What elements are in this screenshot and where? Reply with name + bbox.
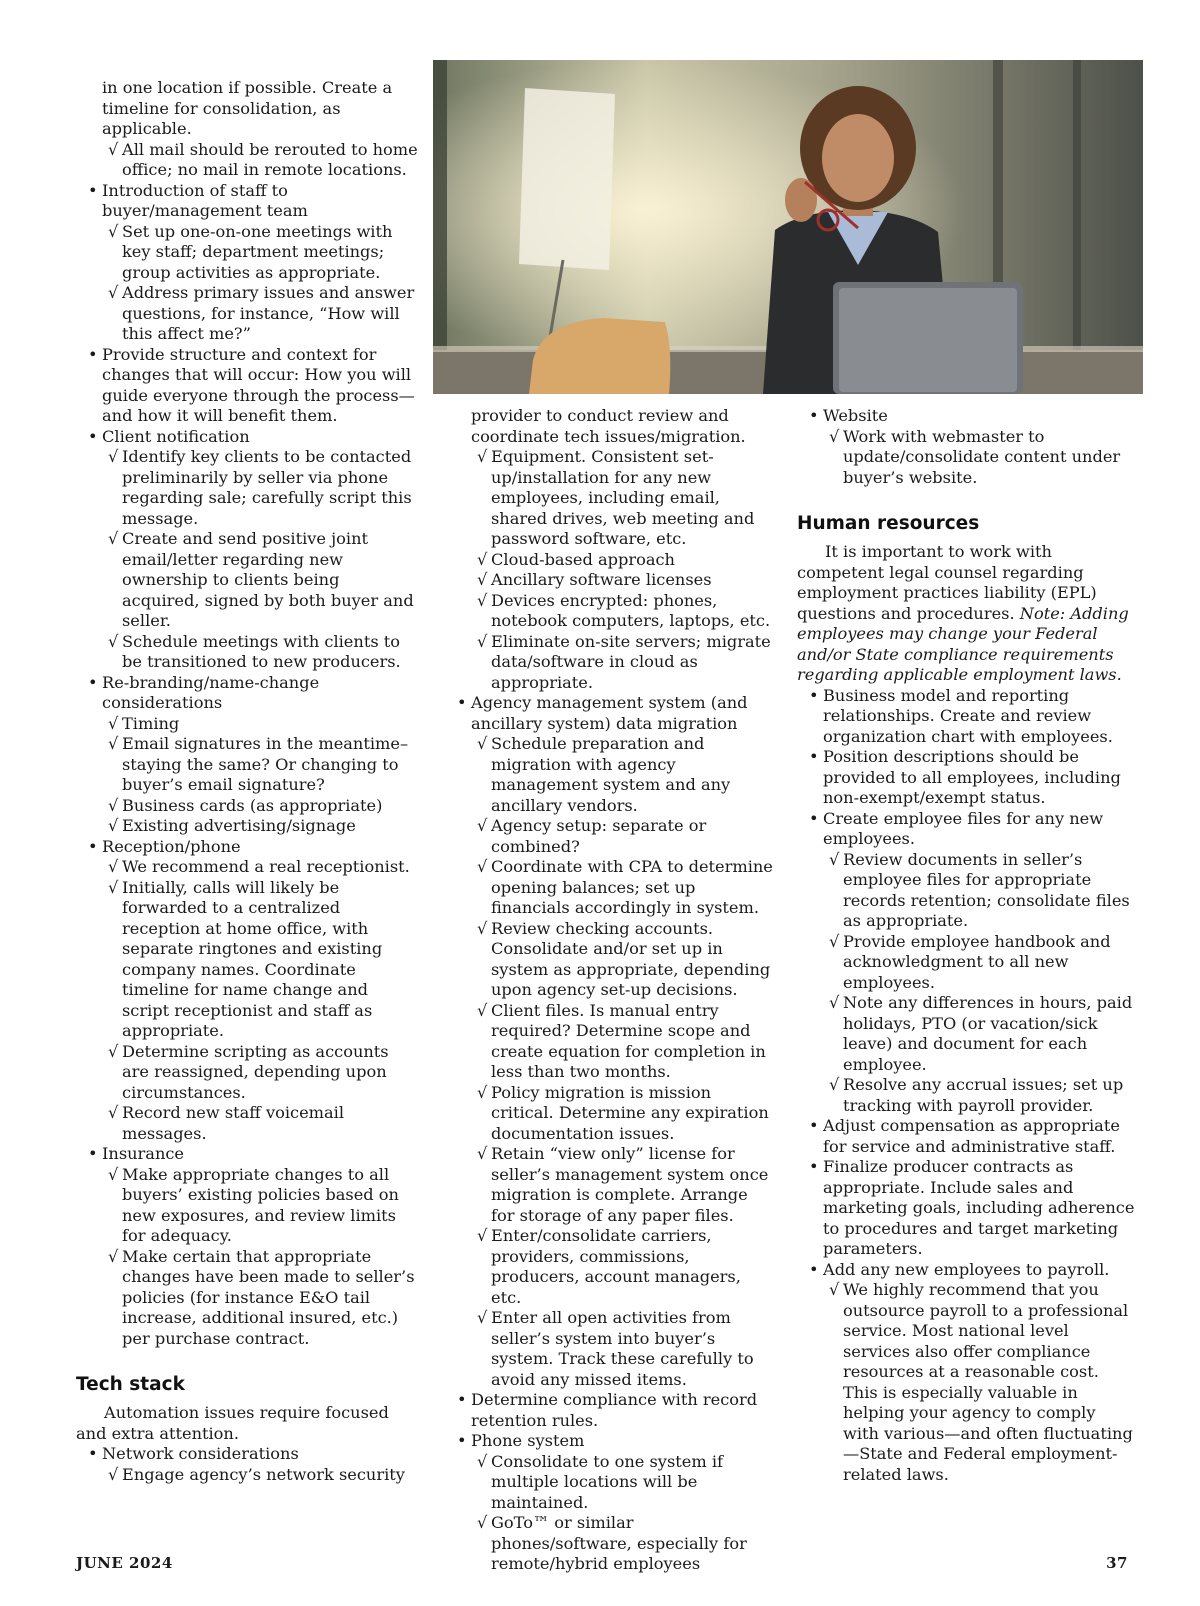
check-item: √ Make certain that appropriate changes have been made to seller’s policies (for instance E&O tail increase, additional insured, etc.) per purchase contract. — [76, 1247, 418, 1350]
check-item: √ Business cards (as appropriate) — [76, 796, 418, 817]
page-number: 37 — [1106, 1554, 1128, 1572]
continued-text: in one location if possible. Create a timeline for consolidation, as applicable. — [102, 78, 393, 138]
check-item: √ Engage agency’s network security — [76, 1465, 418, 1486]
bullet-item: • Network considerations — [76, 1444, 418, 1465]
bullet-item: • Position descriptions should be provided to all employees, including non-exempt/exempt status. — [797, 747, 1135, 809]
bullet-item: • Business model and reporting relationships. Create and review organization chart with employees. — [797, 686, 1135, 748]
check-item: √ Work with webmaster to update/consolidate content under buyer’s website. — [797, 427, 1135, 489]
bullet-item: • Phone system — [445, 1431, 775, 1452]
check-item: √ Review checking accounts. Consolidate and/or set up in system as appropriate, depending upon agency set-up decisions. — [445, 919, 775, 1001]
bullet-item: • Website — [797, 406, 1135, 427]
check-item: √ Policy migration is mission critical. Determine any expiration documentation issues. — [445, 1083, 775, 1145]
businesswoman-photo — [433, 60, 1143, 394]
column-right — [797, 406, 1135, 1485]
check-item: √ Set up one-on-one meetings with key staff; department meetings; group activities as appropriate. — [76, 222, 418, 284]
check-item: √ Review documents in seller’s employee files for appropriate records retention; consolidate files as appropriate. — [797, 850, 1135, 932]
check-item: √ Equipment. Consistent set-up/installation for any new employees, including email, shared drives, web meeting and password software, etc. — [445, 447, 775, 550]
check-item: √ Cloud-based approach — [445, 550, 775, 571]
bullet-item: • Client notification — [76, 427, 418, 448]
check-item: √ Provide employee handbook and acknowledgment to all new employees. — [797, 932, 1135, 994]
section-heading-human-resources: Human resources — [797, 513, 980, 534]
check-item: √ Address primary issues and answer questions, for instance, “How will this affect me?” — [76, 283, 418, 345]
check-item: √ Enter all open activities from seller’s system into buyer’s system. Track these carefully to avoid any missed items. — [445, 1308, 775, 1390]
check-item: √ All mail should be rerouted to home office; no mail in remote locations. — [76, 140, 418, 181]
check-item: √ Enter/consolidate carriers, providers, commissions, producers, account managers, etc. — [445, 1226, 775, 1308]
bullet-item: • Re-branding/name-change considerations — [76, 673, 418, 714]
check-item: √ Email signatures in the meantime–staying the same? Or changing to buyer’s email signature? — [76, 734, 418, 796]
paragraph: Automation issues require focused and extra attention. — [76, 1403, 389, 1443]
check-item: √ Determine scripting as accounts are reassigned, depending upon circumstances. — [76, 1042, 418, 1104]
check-item: √ Note any differences in hours, paid holidays, PTO (or vacation/sick leave) and document for each employee. — [797, 993, 1135, 1075]
hr-paragraph-text: It is important to work with competent legal counsel regarding employment practices liability (EPL) questions and procedures. — [797, 542, 1097, 623]
article-photo — [433, 60, 1143, 394]
bullet-item: • Finalize producer contracts as appropriate. Include sales and marketing goals, including adherence to procedures and target marketing parameters. — [797, 1157, 1135, 1260]
check-item: √ We recommend a real receptionist. — [76, 857, 418, 878]
check-item: √ Existing advertising/signage — [76, 816, 418, 837]
section-heading-tech-stack: Tech stack — [76, 1374, 185, 1395]
bullet-item: • Adjust compensation as appropriate for service and administrative staff. — [797, 1116, 1135, 1157]
check-item: √ Schedule meetings with clients to be transitioned to new producers. — [76, 632, 418, 673]
check-item: √ Timing — [76, 714, 418, 735]
bullet-item: • Introduction of staff to buyer/management team — [76, 181, 418, 222]
check-item: √ Coordinate with CPA to determine opening balances; set up financials accordingly in system. — [445, 857, 775, 919]
check-item: √ Retain “view only” license for seller’s management system once migration is complete. Arrange for storage of any paper files. — [445, 1144, 775, 1226]
continued-text: provider to conduct review and coordinate tech issues/migration. — [471, 406, 746, 446]
column-middle — [445, 406, 775, 1575]
check-item: √ Initially, calls will likely be forwarded to a centralized reception at home office, with separate ringtones and existing company names. Coordinate timeline for name change and script receptionist and staff as appropriate. — [76, 878, 418, 1042]
check-item: √ Create and send positive joint email/letter regarding new ownership to clients being acquired, signed by both buyer and seller. — [76, 529, 418, 632]
bullet-item: • Add any new employees to payroll. — [797, 1260, 1135, 1281]
check-item: √ Make appropriate changes to all buyers’ existing policies based on new exposures, and review limits for adequacy. — [76, 1165, 418, 1247]
check-item: √ Ancillary software licenses — [445, 570, 775, 591]
bullet-item: • Insurance — [76, 1144, 418, 1165]
check-item: √ Identify key clients to be contacted preliminarily by seller via phone regarding sale; carefully script this message. — [76, 447, 418, 529]
check-item: √ Resolve any accrual issues; set up tracking with payroll provider. — [797, 1075, 1135, 1116]
check-item: √ Devices encrypted: phones, notebook computers, laptops, etc. — [445, 591, 775, 632]
check-item: √ We highly recommend that you outsource payroll to a professional service. Most national level services also offer compliance resources at a reasonable cost. This is especially valuable in helping your agency to comply with various—and often fluctuating—State and Federal employment-related laws. — [797, 1280, 1135, 1485]
bullet-item: • Agency management system (and ancillary system) data migration — [445, 693, 775, 734]
check-item: √ Eliminate on-site servers; migrate data/software in cloud as appropriate. — [445, 632, 775, 694]
check-item: √ Record new staff voicemail messages. — [76, 1103, 418, 1144]
bullet-item: • Create employee files for any new employees. — [797, 809, 1135, 850]
hr-note: Note: Adding employees may change your Federal and/or State compliance requirements regarding applicable employment laws. — [797, 603, 1129, 684]
check-item: √ Client files. Is manual entry required? Determine scope and create equation for completion in less than two months. — [445, 1001, 775, 1083]
bullet-item: • Reception/phone — [76, 837, 418, 858]
check-item: √ GoTo™ or similar phones/software, especially for remote/hybrid employees — [445, 1513, 775, 1575]
check-item: √ Consolidate to one system if multiple locations will be maintained. — [445, 1452, 775, 1514]
paragraph — [797, 542, 1135, 686]
bullet-item: • Determine compliance with record retention rules. — [445, 1390, 775, 1431]
footer-date: JUNE 2024 — [76, 1554, 173, 1572]
column-left — [76, 78, 418, 1485]
check-item: √ Schedule preparation and migration with agency management system and any ancillary vendors. — [445, 734, 775, 816]
bullet-item: • Provide structure and context for changes that will occur: How you will guide everyone through the process—and how it will benefit them. — [76, 345, 418, 427]
check-item: √ Agency setup: separate or combined? — [445, 816, 775, 857]
